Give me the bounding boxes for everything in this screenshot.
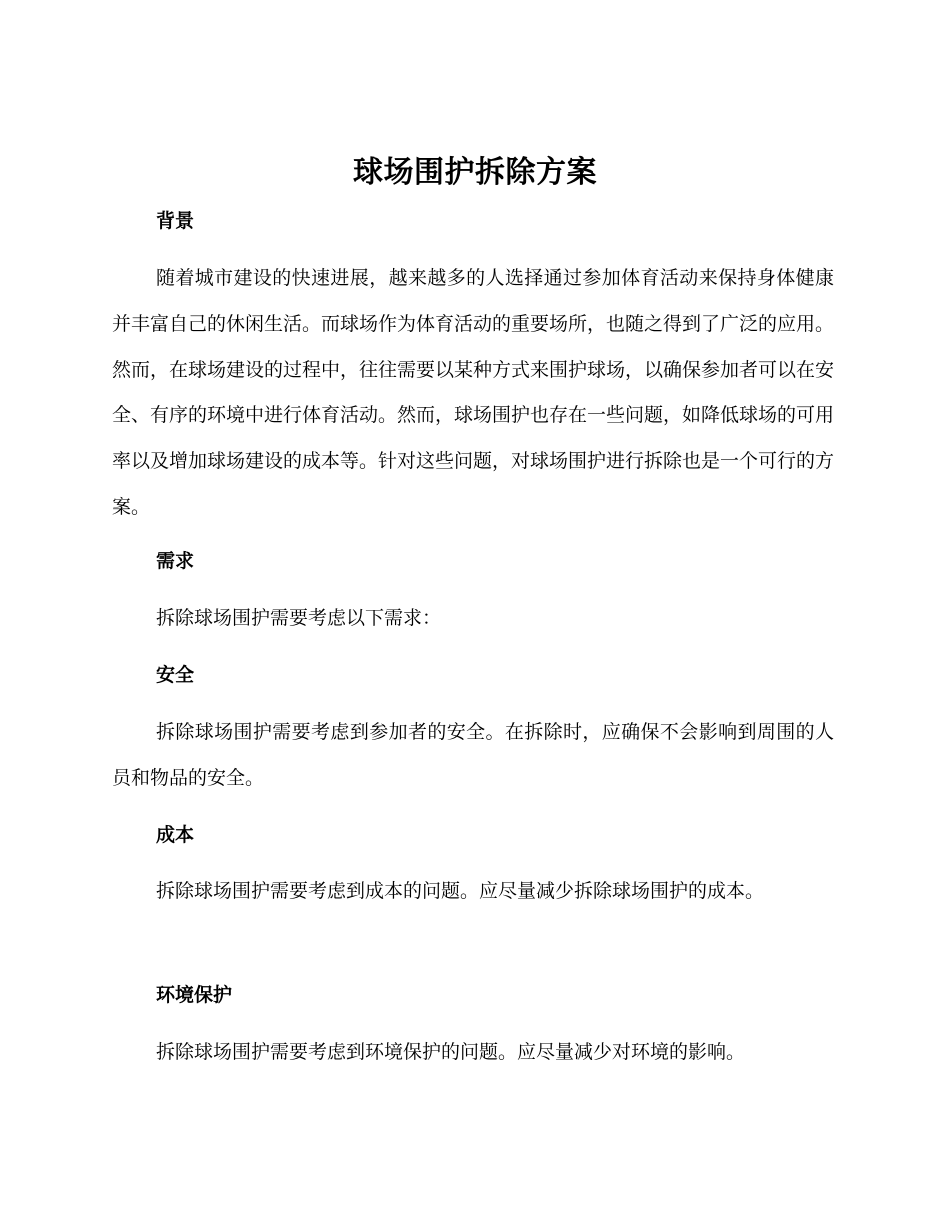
section-heading-environment: 环境保护 (156, 984, 233, 1006)
section-paragraph-safety: 拆除球场围护需要考虑到参加者的安全。在拆除时，应确保不会影响到周围的人员和物品的安全。 (112, 721, 834, 789)
section-heading-safety: 安全 (156, 664, 195, 686)
section-heading-cost: 成本 (156, 824, 195, 846)
page-title: 球场围护拆除方案 (353, 155, 597, 190)
section-paragraph-cost: 拆除球场围护需要考虑到成本的问题。应尽量减少拆除球场围护的成本。 (156, 880, 765, 902)
section-heading-requirements: 需求 (156, 550, 195, 572)
section-paragraph-requirements: 拆除球场围护需要考虑以下需求： (156, 607, 442, 629)
section-paragraph-environment: 拆除球场围护需要考虑到环境保护的问题。应尽量减少对环境的影响。 (156, 1041, 746, 1063)
section-paragraph-background: 随着城市建设的快速进展，越来越多的人选择通过参加体育活动来保持身体健康并丰富自己的休闲生活。而球场作为体育活动的重要场所，也随之得到了广泛的应用。然而，在球场建设的过程中，往往需要以某种方式来围护球场，以确保参加者可以在安全、有序的环境中进行体育活动。然而，球场围护也存在一些问题，如降低球场的可用率以及增加球场建设的成本等。针对这些问题，对球场围护进行拆除也是一个可行的方案。 (112, 267, 835, 518)
section-heading-background: 背景 (156, 210, 195, 232)
